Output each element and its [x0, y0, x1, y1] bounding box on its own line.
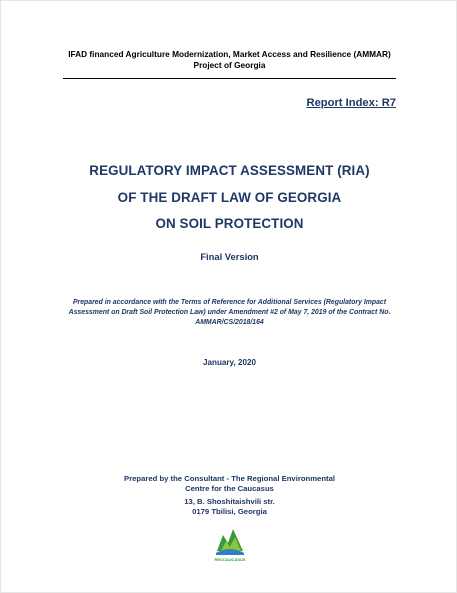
consultant-city: 0179 Tbilisi, Georgia	[192, 507, 267, 516]
header-divider	[63, 78, 396, 79]
consultant-address: 13, B. Shoshitaishvili str.	[184, 497, 275, 506]
consultant-line-1: Prepared by the Consultant - The Regional Environmental	[123, 474, 335, 483]
prepared-note-line-2: Assessment on Draft Soil Protection Law) under Amendment #2 of May 7, 2019 of the Contract No.	[68, 309, 391, 316]
consultant-line-2: Centre for the Caucasus	[185, 484, 274, 493]
logo-wordmark: RECCAUCASUS	[214, 557, 246, 562]
title-line-2: OF THE DRAFT LAW OF GEORGIA	[117, 190, 342, 205]
version-label: Final Version	[200, 251, 259, 262]
prepared-note-line-3: AMMAR/CS/2018/164	[195, 319, 264, 326]
document-date: January, 2020	[203, 358, 256, 367]
rec-caucasus-logo	[213, 523, 247, 557]
report-index: Report Index: R7	[306, 97, 396, 109]
prepared-note-line-1: Prepared in accordance with the Terms of Reference for Additional Services (Regulatory Impact	[72, 299, 387, 306]
project-name: IFAD financed Agriculture Modernization, Market Access and Resilience (AMMAR)	[68, 49, 391, 59]
project-country: Project of Georgia	[193, 60, 266, 70]
title-line-1: REGULATORY IMPACT ASSESSMENT (RIA)	[89, 163, 370, 178]
title-line-3: ON SOIL PROTECTION	[155, 216, 304, 231]
